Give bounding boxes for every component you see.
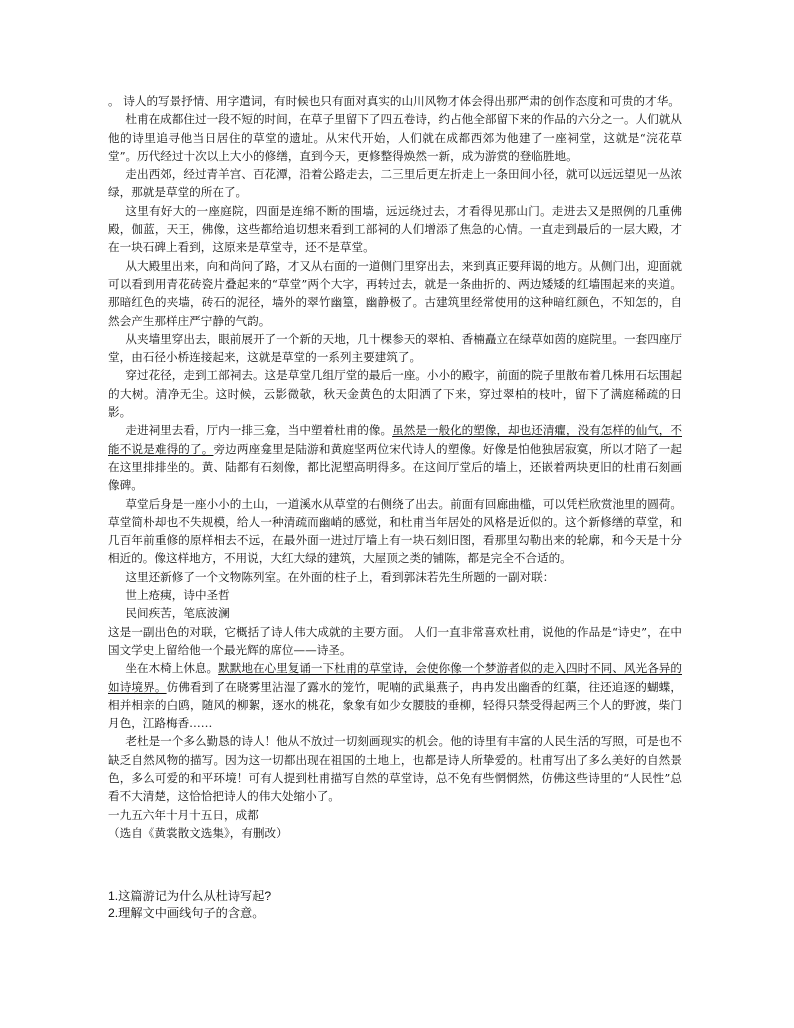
paragraph-3: 走出西郊，经过青羊宫、百花潭，沿着公路走去，二三里后更左折走上一条田间小径，就可以远远望见一丛浓绿，那就是草堂的所在了。 [108, 167, 682, 200]
couplet-line-2: 民间疾苦，笔底波澜 [125, 606, 230, 621]
paragraph-12 [108, 659, 682, 732]
paragraph-8 [108, 421, 682, 494]
p8-text-before: 走进祠里去看，厅内一排三龛，当中塑着杜甫的像。 [125, 423, 393, 438]
question-1: 1.这篇游记为什么从杜诗写起? [108, 889, 272, 903]
source-line: （选自《黄裳散文选集》，有删改） [108, 825, 288, 840]
couplet-line-1: 世上疮痍，诗中圣哲 [125, 588, 230, 603]
questions [108, 888, 682, 922]
date-line: 一九五六年十月十五日，成都 [108, 807, 259, 822]
paragraph-1: 。 诗人的写景抒情、用字遣词，有时候也只有面对真实的山川风物才体会得出那严肃的创作态度和可贵的才华。 [108, 94, 680, 108]
p12-text-before: 坐在木椅上休息。 [125, 661, 219, 676]
article-body [108, 92, 682, 842]
paragraph-7: 穿过花径，走到工部祠去。这是草堂几组厅堂的最后一座。小小的殿字，前面的院子里散布着几株用石坛围起的大树。清净无尘。这时候，云影微欹，秋天金黄色的太阳洒了下来，穿过翠柏的枝叶，留下了满庭稀疏的日影。 [108, 368, 682, 420]
p8-text-after: 旁边两座龛里是陆游和黄庭坚两位宋代诗人的塑像。好像是怕他独居寂寞，所以才陪了一起在这里排排坐的。黄、陆都有石刻像，都比泥塑高明得多。在这间厅堂后的墙上，还嵌着两块更旧的杜甫石刻画像碑。 [108, 441, 682, 493]
paragraph-2: 杜甫在成都住过一段不短的时间，在草子里留下了四五卷诗，约占他全部留下来的作品的六分之一。人们就从他的诗里追寻他当日居住的草堂的遗址。从宋代开始，人们就在成都西郊为他建了一座祠堂，这就是“浣花草堂”。历代经过十次以上大小的修缮，直到今天，更修整得焕然一新，成为游赏的登临胜地。 [108, 112, 682, 163]
underlined-sentence-2: 默默地在心里复诵一下杜甫的草堂诗，会使你像一个梦游者似的走入四时不同、风光各异的如诗境界。 [108, 661, 682, 694]
paragraph-4: 这里有好大的一座庭院，四面是连绵不断的围墙，远远绕过去，才看得见那山门。走进去又是照例的几重佛殿，伽蓝，天王，佛像，这些都给追切想来看到工部祠的人们增添了焦急的心情。一直走到最后的一层大殿，才在一块石碑上看到，这原来是草堂寺，还不是草堂。 [108, 203, 682, 255]
p12-text-after: 仿佛看到了在晓雾里沾湿了露水的笼竹，呢喃的武巢燕子，冉冉发出幽香的红蕖，往还追逐的蝴蝶，相并相亲的白鸥，随风的柳絮，逐水的桃花，象象有如少女腰肢的垂柳，轻得只禁受得起两三个人的野渡，柴门月色，江路梅香…… [108, 679, 682, 731]
underlined-sentence-1: 虽然是一般化的塑像，却也还清癯，没有怎样的仙气，不能不说是难得的了。 [108, 423, 682, 456]
paragraph-6: 从夹墙里穿出去，眼前展开了一个新的天地，几十棵参天的翠柏、香楠矗立在绿草如茵的庭院里。一套四座厅堂，由石径小桥连接起来，这就是草堂的一系列主要建筑了。 [108, 331, 682, 365]
paragraph-10: 这里还新修了一个文物陈列室。在外面的柱子上，看到郭沫若先生所题的一副对联： [125, 569, 555, 584]
paragraph-5: 从大殿里出来，向和尚问了路，才又从右面的一道侧门里穿出去，来到真正要拜谒的地方。从侧门出，迎面就可以看到用青花砖瓷片叠起来的“草堂”两个大字，再转过去，就是一条曲折的、两边矮矮的红墙围起来的夹道。那暗红色的夹墙，砖石的泥径，墙外的翠竹幽篁，幽静极了。古建筑里经常使用的这种暗红颜色，不知怎的，自然会产生那样庄严宁静的气韵。 [108, 258, 682, 328]
paragraph-13: 老杜是一个多么勤恳的诗人！他从不放过一切刻画现实的机会。他的诗里有丰富的人民生活的写照，可是也不缺乏自然风物的描写。因为这一切都出现在祖国的土地上，也都是诗人所挚爱的。杜甫写出了多么美好的自然景色，多么可爱的和平环境！可有人提到杜甫描写自然的草堂诗，总不免有些惘惘然，仿佛这些诗里的“人民性”总看不大清楚，这恰恰把诗人的伟大处缩小了。 [108, 734, 682, 804]
question-2: 2.理解文中画线句子的含意。 [108, 906, 265, 920]
paragraph-11: 这是一副出色的对联，它概括了诗人伟大成就的主要方面。 人们一直非常喜欢杜甫，说他的作品是“诗史”，在中国文学史上留给他一个最光辉的席位——诗圣。 [108, 624, 682, 657]
paragraph-9: 草堂后身是一座小小的土山，一道溪水从草堂的右侧绕了出去。前面有回廊曲槛，可以凭栏欣赏池里的圆荷。 草堂简朴却也不失规模，给人一种清疏而幽峭的感觉，和杜甫当年居处的风格是近似的。这个新修缮的草堂，和几百年前重修的原样相去不远，在最外面一进过厅墙上有一块石刻旧图，看那里勾勒出来的轮廓，和今天是十分相近的。像这样地方，不用说，大红大绿的建筑，大屋顶之类的铺陈，都是完全不合适的。 [108, 496, 682, 566]
